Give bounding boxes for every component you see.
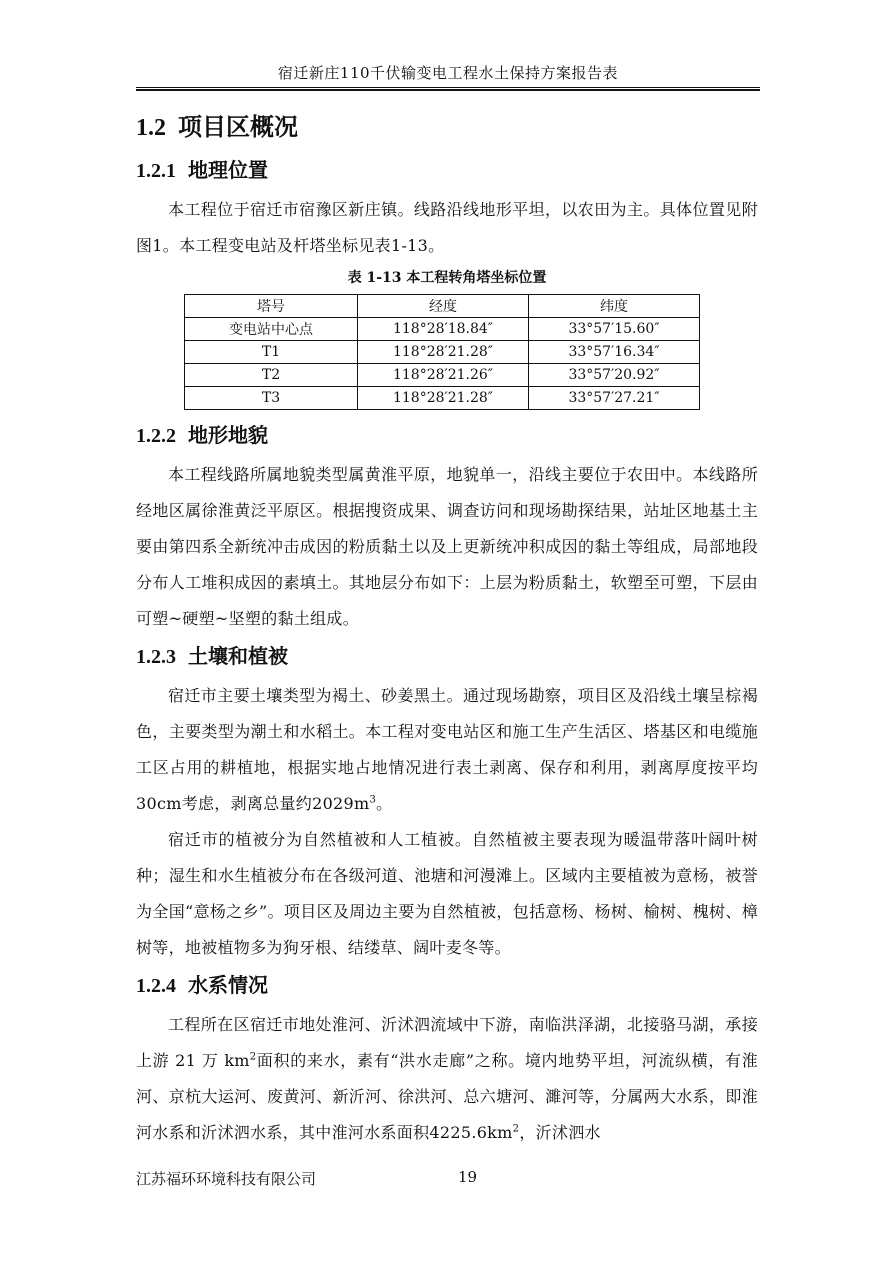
superscript: 2: [249, 1051, 257, 1063]
superscript: 2: [512, 1123, 520, 1135]
section-heading-1-2-1: [136, 155, 758, 186]
table-row: [185, 318, 700, 341]
cell-longitude: 118°28′18.84″: [358, 318, 529, 341]
section-title: 水系情况: [188, 973, 268, 997]
table-row: [185, 341, 700, 364]
page-number: 19: [458, 1168, 478, 1186]
page-content: [136, 104, 758, 1151]
section-title: 项目区概况: [178, 112, 298, 141]
table-header-row: [185, 295, 700, 318]
section-number: 1.2.2: [136, 425, 176, 447]
table-row: [185, 364, 700, 387]
header-title: 宿迁新庄110千伏输变电工程水土保持方案报告表: [277, 64, 619, 82]
section-heading-1-2-3: [136, 641, 758, 672]
cell-longitude: 118°28′21.26″: [358, 364, 529, 387]
superscript: 3: [369, 794, 377, 806]
soil-text: 宿迁市主要土壤类型为褐土、砂姜黑土。通过现场勘察，项目区及沿线土壤呈棕褐色，主要类型为潮土和水稻土。本工程对变电站区和施工生产生活区、塔基区和电缆施工区占用的耕植地，根据实地占地情况进行表土剥离、保存和利用，剥离厚度按平均30cm考虑，剥离总量约2029m: [136, 686, 758, 813]
table-caption: 表 1-13 本工程转角塔坐标位置: [347, 270, 547, 286]
cell-tower: T2: [185, 364, 358, 387]
water-text-b: 面积的来水，素有“洪水走廊”之称。境内地势平坦，河流纵横，有淮河、京杭大运河、废黄河、新沂河、徐洪河、总六塘河、濉河等，分属两大水系，即淮河水系和沂沭泗水系，其中淮河水系面积4225.6km: [136, 1051, 759, 1142]
paragraph-soil: [136, 678, 758, 822]
section-number: 1.2.3: [136, 646, 176, 668]
section-title: 地理位置: [188, 158, 268, 182]
cell-latitude: 33°57′15.60″: [529, 318, 700, 341]
section-heading-1-2-4: [136, 970, 758, 1001]
soil-text-end: 。: [376, 794, 393, 813]
water-text-c: ，沂沭泗水: [519, 1123, 601, 1142]
section-heading-1-2-2: [136, 420, 758, 451]
paragraph-location: 本工程位于宿迁市宿豫区新庄镇。线路沿线地形平坦，以农田为主。具体位置见附图1。本工程变电站及杆塔坐标见表1-13。: [136, 200, 758, 255]
cell-tower: T3: [185, 387, 358, 410]
section-number: 1.2.4: [136, 975, 176, 997]
water-text-a: 工程所在区宿迁市地处淮河、沂沭泗流域中下游，南临洪泽湖，北接骆马湖，承接上游 21 万 km: [136, 1015, 758, 1070]
cell-longitude: 118°28′21.28″: [358, 387, 529, 410]
cell-tower: 变电站中心点: [185, 318, 358, 341]
paragraph-water: [136, 1007, 758, 1151]
header-cell-latitude: 纬度: [529, 295, 700, 318]
paragraph-terrain: 本工程线路所属地貌类型属黄淮平原，地貌单一，沿线主要位于农田中。本线路所经地区属徐淮黄泛平原区。根据搜资成果、调查访问和现场勘探结果，站址区地基土主要由第四系全新统冲击成因的粉质黏土以及上更新统冲积成因的黏土等组成，局部地段分布人工堆积成因的素填土。其地层分布如下：上层为粉质黏土，软塑至可塑，下层由可塑~硬塑~坚塑的黏土组成。: [136, 465, 758, 628]
header-cell-longitude: 经度: [358, 295, 529, 318]
section-number: 1.2.1: [136, 160, 176, 182]
section-title: 土壤和植被: [188, 644, 288, 668]
cell-latitude: 33°57′16.34″: [529, 341, 700, 364]
cell-latitude: 33°57′20.92″: [529, 364, 700, 387]
page-header: [136, 62, 760, 88]
section-title: 地形地貌: [188, 423, 268, 447]
header-cell-tower: 塔号: [185, 295, 358, 318]
section-number: 1.2: [136, 115, 166, 141]
table-row: [185, 387, 700, 410]
section-heading-1-2: [136, 110, 758, 145]
cell-tower: T1: [185, 341, 358, 364]
footer-company: 江苏福环环境科技有限公司: [136, 1170, 317, 1188]
cell-latitude: 33°57′27.21″: [529, 387, 700, 410]
cell-longitude: 118°28′21.28″: [358, 341, 529, 364]
paragraph-vegetation: 宿迁市的植被分为自然植被和人工植被。自然植被主要表现为暖温带落叶阔叶树种；湿生和水生植被分布在各级河道、池塘和河漫滩上。区域内主要植被为意杨，被誉为全国“意杨之乡”。项目区及周边主要为自然植被，包括意杨、杨树、榆树、槐树、樟树等，地被植物多为狗牙根、结缕草、阔叶麦冬等。: [136, 830, 758, 957]
coordinate-table: [184, 294, 700, 410]
